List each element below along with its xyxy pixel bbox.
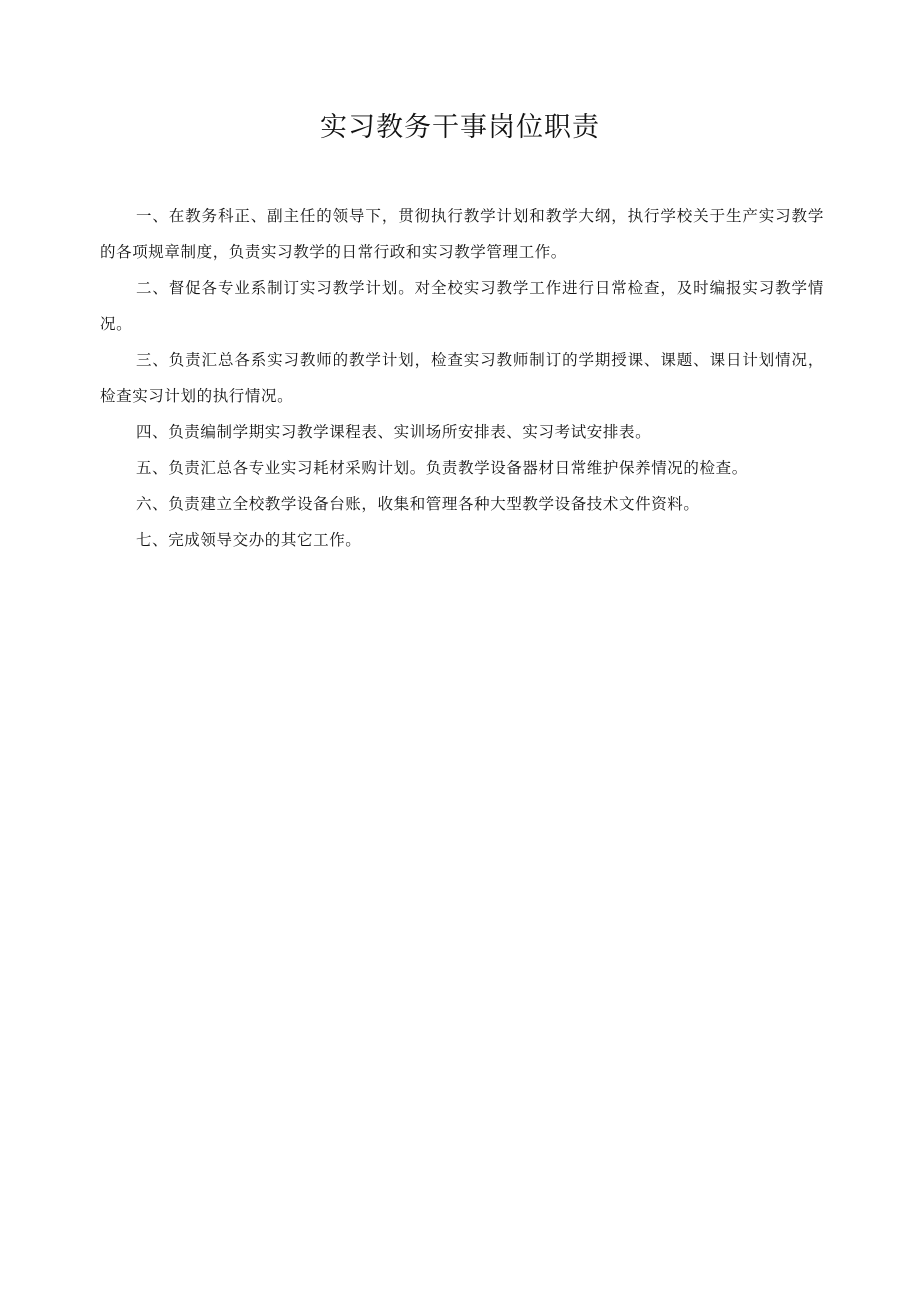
duty-paragraph-2: 二、督促各专业系制订实习教学计划。对全校实习教学工作进行日常检查，及时编报实习教学情况。 (100, 279, 824, 333)
page-title: 实习教务干事岗位职责 (320, 112, 600, 143)
duty-paragraph-6: 六、负责建立全校教学设备台账，收集和管理各种大型教学设备技术文件资料。 (136, 495, 700, 513)
duty-paragraph-7: 七、完成领导交办的其它工作。 (136, 531, 362, 549)
duty-paragraph-3: 三、负责汇总各系实习教师的教学计划，检查实习教师制订的学期授课、课题、课日计划情况，检查实习计划的执行情况。 (100, 351, 824, 405)
duty-paragraph-4: 四、负责编制学期实习教学课程表、实训场所安排表、实习考试安排表。 (136, 423, 652, 441)
duty-paragraph-5: 五、负责汇总各专业实习耗材采购计划。负责教学设备器材日常维护保养情况的检查。 (136, 459, 748, 477)
document-body (100, 198, 824, 558)
duty-paragraph-1: 一、在教务科正、副主任的领导下，贯彻执行教学计划和教学大纲，执行学校关于生产实习教学的各项规章制度，负责实习教学的日常行政和实习教学管理工作。 (100, 207, 824, 261)
